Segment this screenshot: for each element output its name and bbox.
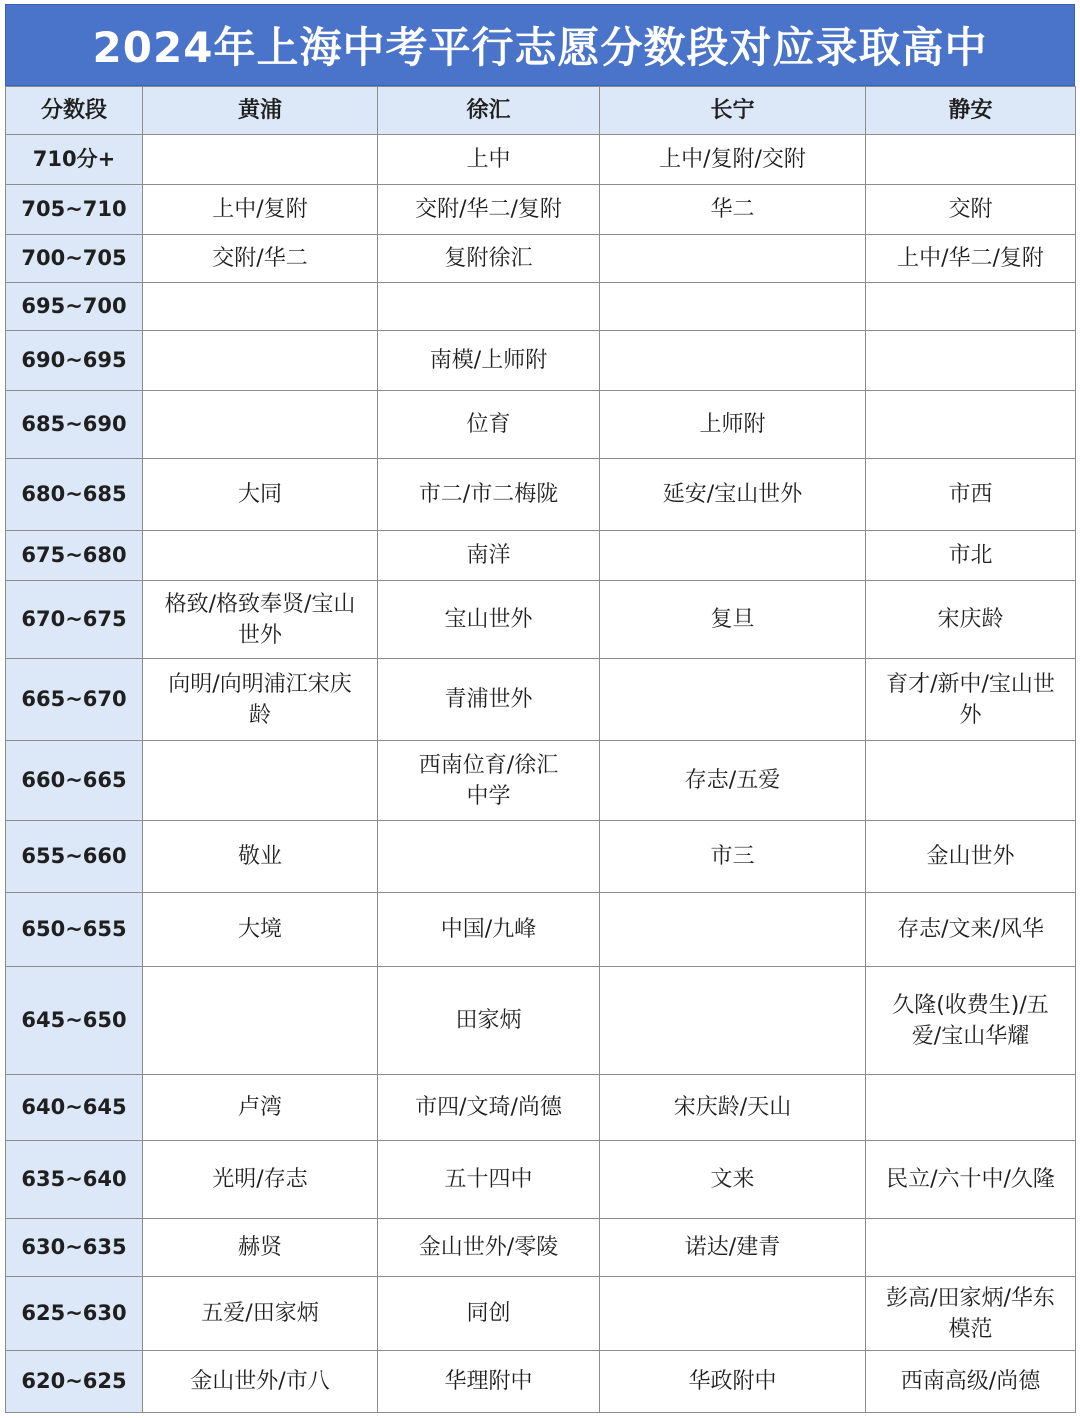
score-range-cell bbox=[6, 331, 143, 391]
jingan-cell bbox=[866, 391, 1076, 459]
changning-cell bbox=[600, 283, 866, 331]
jingan-cell bbox=[866, 967, 1076, 1075]
changning-cell bbox=[600, 185, 866, 235]
xuhui-cell bbox=[378, 331, 600, 391]
cell-text: 华政附中 bbox=[688, 1369, 777, 1394]
huangpu-cell bbox=[143, 967, 378, 1075]
xuhui-cell bbox=[378, 659, 600, 741]
cell-text: 田家炳 bbox=[455, 1008, 522, 1033]
score-range-cell bbox=[6, 1277, 143, 1351]
xuhui-cell bbox=[378, 1277, 600, 1351]
xuhui-cell bbox=[378, 185, 600, 235]
cell-text: 655~660 bbox=[21, 844, 127, 868]
jingan-cell bbox=[866, 1351, 1076, 1413]
cell-text: 645~650 bbox=[21, 1008, 127, 1032]
cell-text: 670~675 bbox=[21, 607, 127, 631]
score-range-cell bbox=[6, 659, 143, 741]
score-range-cell bbox=[6, 185, 143, 235]
table-row bbox=[6, 821, 1076, 893]
score-range-cell bbox=[6, 283, 143, 331]
cell-text: 上中/复附/交附 bbox=[659, 147, 806, 172]
xuhui-cell bbox=[378, 135, 600, 185]
cell-text: 交附/华二/复附 bbox=[415, 197, 562, 222]
cell-text: 诺达/建青 bbox=[684, 1235, 781, 1260]
cell-text: 育才/新中/宝山世外 bbox=[886, 671, 1055, 728]
jingan-cell bbox=[866, 235, 1076, 283]
cell-text: 同创 bbox=[466, 1301, 511, 1326]
xuhui-cell bbox=[378, 459, 600, 531]
cell-text: 680~685 bbox=[21, 482, 127, 506]
huangpu-cell bbox=[143, 893, 378, 967]
table-row bbox=[6, 135, 1076, 185]
changning-cell bbox=[600, 821, 866, 893]
huangpu-cell bbox=[143, 391, 378, 459]
cell-text: 西南位育/徐汇中学 bbox=[418, 752, 559, 809]
score-range-cell bbox=[6, 459, 143, 531]
admission-table bbox=[5, 86, 1076, 1413]
cell-text: 市西 bbox=[948, 482, 993, 507]
cell-text: 660~665 bbox=[21, 768, 127, 792]
cell-text: 交附 bbox=[948, 197, 993, 222]
table-row bbox=[6, 391, 1076, 459]
changning-cell bbox=[600, 531, 866, 581]
huangpu-cell bbox=[143, 531, 378, 581]
table-row bbox=[6, 581, 1076, 659]
table-row bbox=[6, 531, 1076, 581]
jingan-cell bbox=[866, 135, 1076, 185]
table-row bbox=[6, 1075, 1076, 1141]
score-range-cell bbox=[6, 135, 143, 185]
score-range-cell bbox=[6, 893, 143, 967]
table-row bbox=[6, 1219, 1076, 1277]
changning-cell bbox=[600, 391, 866, 459]
xuhui-cell bbox=[378, 741, 600, 821]
jingan-cell bbox=[866, 531, 1076, 581]
huangpu-cell bbox=[143, 1277, 378, 1351]
changning-cell bbox=[600, 1277, 866, 1351]
cell-text: 市二/市二梅陇 bbox=[418, 482, 559, 507]
changning-cell bbox=[600, 659, 866, 741]
header-xuhui: 徐汇 bbox=[378, 87, 600, 135]
table-row bbox=[6, 741, 1076, 821]
cell-text: 大同 bbox=[237, 482, 282, 507]
cell-text: 上中/复附 bbox=[212, 197, 308, 222]
cell-text: 彭高/田家炳/华东模范 bbox=[886, 1285, 1055, 1342]
huangpu-cell bbox=[143, 1141, 378, 1219]
xuhui-cell bbox=[378, 893, 600, 967]
cell-text: 665~670 bbox=[21, 687, 127, 711]
cell-text: 南洋 bbox=[466, 543, 511, 568]
score-range-cell bbox=[6, 821, 143, 893]
admission-table-frame bbox=[5, 4, 1075, 1413]
cell-text: 金山世外/零陵 bbox=[418, 1235, 559, 1260]
table-row bbox=[6, 235, 1076, 283]
score-range-cell bbox=[6, 1351, 143, 1413]
cell-text: 久隆(收费生)/五爱/宝山华耀 bbox=[892, 992, 1049, 1049]
score-range-cell bbox=[6, 235, 143, 283]
changning-cell bbox=[600, 459, 866, 531]
huangpu-cell bbox=[143, 581, 378, 659]
cell-text: 赫贤 bbox=[237, 1235, 282, 1260]
huangpu-cell bbox=[143, 331, 378, 391]
cell-text: 存志/文来/风华 bbox=[897, 917, 1044, 942]
xuhui-cell bbox=[378, 283, 600, 331]
xuhui-cell bbox=[378, 235, 600, 283]
cell-text: 705~710 bbox=[21, 197, 127, 221]
cell-text: 格致/格致奉贤/宝山世外 bbox=[164, 591, 356, 648]
cell-text: 大境 bbox=[237, 917, 282, 942]
header-score-range: 分数段 bbox=[6, 87, 143, 135]
jingan-cell bbox=[866, 893, 1076, 967]
huangpu-cell bbox=[143, 659, 378, 741]
cell-text: 民立/六十中/久隆 bbox=[886, 1167, 1055, 1192]
cell-text: 华理附中 bbox=[444, 1369, 533, 1394]
huangpu-cell bbox=[143, 741, 378, 821]
cell-text: 金山世外/市八 bbox=[190, 1369, 330, 1394]
header-row bbox=[6, 87, 1076, 135]
cell-text: 交附/华二 bbox=[212, 246, 308, 271]
table-row bbox=[6, 1141, 1076, 1219]
cell-text: 宝山世外 bbox=[444, 607, 533, 632]
cell-text: 上师附 bbox=[699, 412, 766, 437]
cell-text: 650~655 bbox=[21, 917, 127, 941]
jingan-cell bbox=[866, 1141, 1076, 1219]
cell-text: 710分+ bbox=[32, 147, 116, 171]
cell-text: 上中 bbox=[466, 147, 511, 172]
score-range-cell bbox=[6, 741, 143, 821]
cell-text: 敬业 bbox=[237, 844, 282, 869]
changning-cell bbox=[600, 1351, 866, 1413]
table-row bbox=[6, 1277, 1076, 1351]
cell-text: 上中/华二/复附 bbox=[897, 246, 1044, 271]
changning-cell bbox=[600, 1141, 866, 1219]
cell-text: 青浦世外 bbox=[444, 687, 533, 712]
cell-text: 630~635 bbox=[21, 1235, 127, 1259]
jingan-cell bbox=[866, 459, 1076, 531]
cell-text: 五爱/田家炳 bbox=[201, 1301, 319, 1326]
changning-cell bbox=[600, 331, 866, 391]
jingan-cell bbox=[866, 1075, 1076, 1141]
score-range-cell bbox=[6, 531, 143, 581]
xuhui-cell bbox=[378, 1351, 600, 1413]
cell-text: 中国/九峰 bbox=[440, 917, 537, 942]
xuhui-cell bbox=[378, 1075, 600, 1141]
cell-text: 宋庆龄/天山 bbox=[673, 1095, 792, 1120]
cell-text: 635~640 bbox=[21, 1167, 127, 1191]
cell-text: 700~705 bbox=[21, 246, 127, 270]
table-row bbox=[6, 659, 1076, 741]
cell-text: 光明/存志 bbox=[212, 1167, 308, 1192]
huangpu-cell bbox=[143, 185, 378, 235]
jingan-cell bbox=[866, 659, 1076, 741]
table-row bbox=[6, 185, 1076, 235]
jingan-cell bbox=[866, 741, 1076, 821]
score-range-cell bbox=[6, 1219, 143, 1277]
table-row bbox=[6, 893, 1076, 967]
cell-text: 690~695 bbox=[21, 348, 127, 372]
cell-text: 存志/五爱 bbox=[684, 768, 781, 793]
cell-text: 华二 bbox=[710, 197, 755, 222]
changning-cell bbox=[600, 135, 866, 185]
cell-text: 640~645 bbox=[21, 1095, 127, 1119]
cell-text: 延安/宝山世外 bbox=[662, 482, 803, 507]
jingan-cell bbox=[866, 581, 1076, 659]
changning-cell bbox=[600, 967, 866, 1075]
cell-text: 向明/向明浦江宋庆龄 bbox=[168, 671, 352, 728]
cell-text: 市北 bbox=[948, 543, 993, 568]
huangpu-cell bbox=[143, 459, 378, 531]
changning-cell bbox=[600, 741, 866, 821]
changning-cell bbox=[600, 235, 866, 283]
cell-text: 五十四中 bbox=[444, 1167, 533, 1192]
cell-text: 金山世外 bbox=[926, 844, 1015, 869]
huangpu-cell bbox=[143, 821, 378, 893]
cell-text: 市四/文琦/尚德 bbox=[415, 1095, 562, 1120]
score-range-cell bbox=[6, 581, 143, 659]
score-range-cell bbox=[6, 391, 143, 459]
jingan-cell bbox=[866, 283, 1076, 331]
table-row bbox=[6, 459, 1076, 531]
cell-text: 宋庆龄 bbox=[937, 607, 1004, 632]
cell-text: 复附徐汇 bbox=[444, 246, 533, 271]
changning-cell bbox=[600, 893, 866, 967]
cell-text: 695~700 bbox=[21, 294, 127, 318]
xuhui-cell bbox=[378, 967, 600, 1075]
changning-cell bbox=[600, 581, 866, 659]
xuhui-cell bbox=[378, 391, 600, 459]
score-range-cell bbox=[6, 967, 143, 1075]
changning-cell bbox=[600, 1075, 866, 1141]
huangpu-cell bbox=[143, 283, 378, 331]
huangpu-cell bbox=[143, 1075, 378, 1141]
xuhui-cell bbox=[378, 531, 600, 581]
header-huangpu: 黄浦 bbox=[143, 87, 378, 135]
table-row bbox=[6, 967, 1076, 1075]
xuhui-cell bbox=[378, 821, 600, 893]
jingan-cell bbox=[866, 1219, 1076, 1277]
changning-cell bbox=[600, 1219, 866, 1277]
jingan-cell bbox=[866, 331, 1076, 391]
page-title: 2024年上海中考平行志愿分数段对应录取高中 bbox=[5, 4, 1075, 86]
table-row bbox=[6, 283, 1076, 331]
xuhui-cell bbox=[378, 1141, 600, 1219]
cell-text: 南模/上师附 bbox=[429, 348, 548, 373]
huangpu-cell bbox=[143, 135, 378, 185]
xuhui-cell bbox=[378, 1219, 600, 1277]
cell-text: 卢湾 bbox=[237, 1095, 282, 1120]
cell-text: 位育 bbox=[466, 412, 511, 437]
cell-text: 市三 bbox=[710, 844, 755, 869]
jingan-cell bbox=[866, 185, 1076, 235]
cell-text: 675~680 bbox=[21, 543, 127, 567]
table-row bbox=[6, 1351, 1076, 1413]
huangpu-cell bbox=[143, 1351, 378, 1413]
cell-text: 文来 bbox=[710, 1167, 755, 1192]
huangpu-cell bbox=[143, 1219, 378, 1277]
cell-text: 625~630 bbox=[21, 1301, 127, 1325]
cell-text: 685~690 bbox=[21, 412, 127, 436]
huangpu-cell bbox=[143, 235, 378, 283]
header-jingan: 静安 bbox=[866, 87, 1076, 135]
cell-text: 620~625 bbox=[21, 1369, 127, 1393]
header-changning: 长宁 bbox=[600, 87, 866, 135]
score-range-cell bbox=[6, 1141, 143, 1219]
cell-text: 西南高级/尚德 bbox=[900, 1369, 1041, 1394]
cell-text: 复旦 bbox=[710, 607, 755, 632]
xuhui-cell bbox=[378, 581, 600, 659]
jingan-cell bbox=[866, 821, 1076, 893]
table-row bbox=[6, 331, 1076, 391]
jingan-cell bbox=[866, 1277, 1076, 1351]
score-range-cell bbox=[6, 1075, 143, 1141]
